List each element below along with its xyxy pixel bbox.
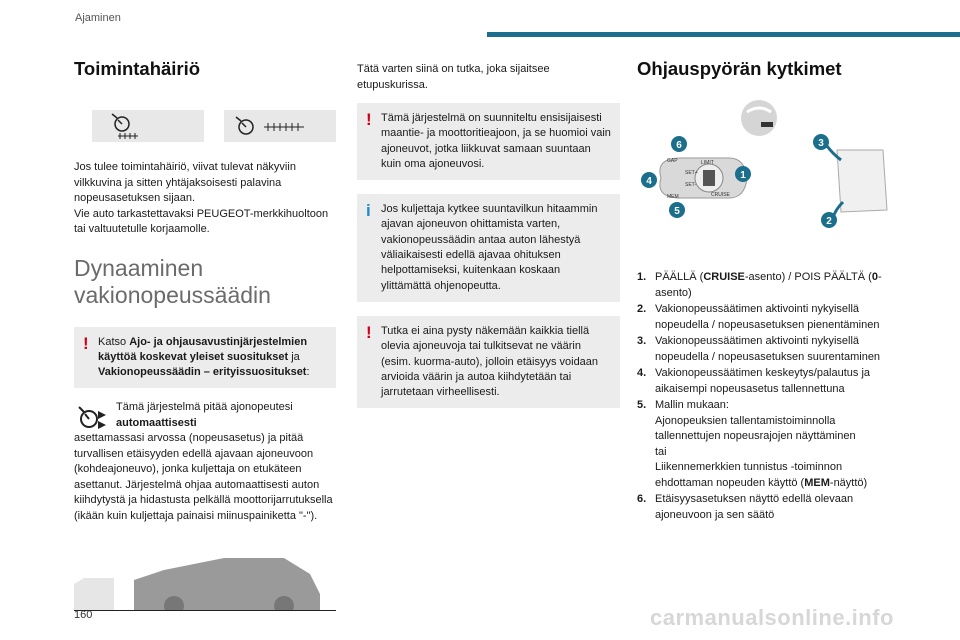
item-4-text: Vakionopeussäätimen keskeytys/palautus ja aikaisempi nopeusasetus tallennettuna bbox=[655, 367, 871, 395]
page-number: 160 bbox=[74, 609, 93, 621]
item-number: 6. bbox=[637, 493, 647, 505]
speedometer-dashes-icon bbox=[92, 110, 204, 142]
callout-2: 2 bbox=[826, 216, 832, 227]
list-item bbox=[637, 398, 899, 491]
section-title-line-2: vakionopeussäädin bbox=[74, 281, 271, 308]
info-icon: i bbox=[366, 201, 371, 221]
acc-description bbox=[74, 400, 336, 524]
acc-text-prefix: Tämä järjestelmä pitää ajonopeutesi bbox=[116, 401, 293, 414]
warn1-mid: ja bbox=[288, 350, 300, 363]
column-3 bbox=[637, 58, 899, 524]
column-1 bbox=[74, 58, 336, 611]
item-number: 2. bbox=[637, 303, 647, 315]
warning-icon: ! bbox=[83, 333, 89, 353]
item-2-text: Vakionopeussäätimen aktivointi nykyisellä nopeudella / nopeusasetuksen pienentäminen bbox=[655, 303, 880, 331]
info-note-1 bbox=[357, 194, 620, 302]
section-title bbox=[74, 255, 336, 309]
adaptive-cruise-icon bbox=[76, 401, 110, 435]
running-header: Ajaminen bbox=[75, 12, 121, 24]
list-item bbox=[637, 302, 899, 333]
malfunction-text-1: Jos tulee toimintahäiriö, viivat tulevat näkyviin vilkkuvina ja sitten yhtäjaksoisesti palavina nopeusasetuksen sijaan. bbox=[74, 161, 296, 204]
item-5-line-4-end: -näyttö) bbox=[829, 476, 868, 489]
warn1-prefix: Katso bbox=[98, 335, 130, 348]
item-5-line-4: Liikennemerkkien tunnistus -toiminnon ehdottaman nopeuden käyttö ( bbox=[655, 461, 843, 489]
warn2-text: Tämä järjestelmä on suunniteltu ensisijaisesti maantie- ja moottoritieajoon, ja se huomioi vain ajoneuvot, jotka liikkuvat samaan suuntaan kuin oma ajoneuvosi. bbox=[381, 112, 611, 170]
warn1-bold-2: Vakionopeussäädin – erityissuositukset bbox=[98, 366, 307, 379]
warning-icon: ! bbox=[366, 322, 372, 342]
header-accent-bar bbox=[487, 32, 960, 37]
list-item bbox=[637, 270, 899, 301]
acc-text-bold: automaattisesti bbox=[116, 416, 197, 429]
car-illustration bbox=[74, 544, 336, 611]
malfunction-text-2: Vie auto tarkastettavaksi PEUGEOT-merkkihuoltoon tai valtuutetulle korjaamolle. bbox=[74, 207, 329, 235]
cruise-icon-box-1 bbox=[92, 110, 204, 142]
column-2 bbox=[357, 62, 620, 408]
malfunction-title: Toimintahäiriö bbox=[74, 58, 201, 79]
malfunction-icons bbox=[92, 110, 336, 146]
radar-intro: Tätä varten siinä on tutka, joka sijaitsee etupuskurissa. bbox=[357, 63, 550, 91]
list-item bbox=[637, 492, 899, 523]
warning-note-3 bbox=[357, 316, 620, 408]
callout-3: 3 bbox=[818, 138, 824, 149]
item-1-bold-a: CRUISE bbox=[703, 271, 745, 283]
item-number: 4. bbox=[637, 367, 647, 379]
list-item bbox=[637, 366, 899, 397]
warn1-bold-1: Ajo- ja ohjausavustinjärjestelmien käyttöä koskevat yleiset suositukset bbox=[98, 335, 308, 363]
warning-note-1 bbox=[74, 327, 336, 389]
watermark: carmanualsonline.info bbox=[650, 605, 894, 630]
acc-text-rest: asettamassasi arvossa (nopeusasetus) ja pitää turvallisen etäisyyden edellä ajavaan ajoneuvoon (kohdeajoneuvo), jonka kuljettaja on etukäteen asettanut. Järjestelmä ohjaa automaattisesti auton kiihdytystä ja hidastusta pelkällä moottorijarrutuksella (ikään kuin kuljettaja painaisi miinuspainiketta "-"). bbox=[74, 432, 333, 522]
callout-5: 5 bbox=[674, 206, 680, 217]
item-1-text-a: PÄÄLLÄ ( bbox=[655, 271, 704, 283]
acc-text-head bbox=[74, 400, 336, 431]
callout-6: 6 bbox=[676, 140, 682, 151]
warning-note-2 bbox=[357, 103, 620, 180]
callout-4: 4 bbox=[646, 176, 652, 187]
switch-legend-list bbox=[637, 270, 899, 523]
warn1-suffix: : bbox=[306, 366, 310, 379]
stalk-label-mem: MEM bbox=[667, 194, 679, 200]
item-number: 3. bbox=[637, 335, 647, 347]
stalk-label-limit: LIMIT bbox=[701, 160, 714, 166]
item-1-text-b: -asento) / POIS PÄÄLTÄ ( bbox=[744, 271, 872, 283]
info1-text: Jos kuljettaja kytkee suuntavilkun hitaammin ajavan ajoneuvon ohittamista varten, vakionopeussäädin antaa auton lähestyä väliaikaisesti edellä ajavaa ohituksen helpottamiseksi, kuitenkaan koskaan ylittämättä ohjenopeutta. bbox=[381, 203, 598, 292]
stalk-label-set-plus: SET+ bbox=[685, 170, 698, 176]
item-number: 1. bbox=[637, 271, 647, 283]
stalk-label-gap: GAP bbox=[667, 158, 678, 164]
callout-1: 1 bbox=[740, 170, 746, 181]
item-5-bold: MEM bbox=[804, 476, 830, 489]
stalk-label-set-minus: SET- bbox=[685, 182, 697, 188]
item-3-text: Vakionopeussäätimen aktivointi nykyisellä nopeudella / nopeusasetuksen suurentaminen bbox=[655, 335, 881, 363]
item-number: 5. bbox=[637, 399, 647, 411]
item-1-bold-b: 0 bbox=[871, 271, 878, 283]
stalk-figure bbox=[637, 90, 899, 230]
steering-stalk-icon bbox=[637, 90, 899, 230]
item-5-line-3: tai bbox=[655, 445, 667, 458]
warn3-text: Tutka ei aina pysty näkemään kaikkia tiellä olevia ajoneuvoja tai tulkitsevat ne väärin (esim. kuorma-auto), jolloin etäisyys voidaan arvioida väärin ja autoa kiihdytetään tai jarrutetaan virheellisesti. bbox=[381, 324, 599, 399]
item-5-line-1: Mallin mukaan: bbox=[655, 399, 729, 411]
cruise-icon-box-2 bbox=[224, 110, 336, 142]
section-title-line-1: Dynaaminen bbox=[74, 254, 204, 281]
list-item bbox=[637, 334, 899, 365]
steering-switches-title: Ohjauspyörän kytkimet bbox=[637, 58, 842, 79]
item-5-line-2: Ajonopeuksien tallentamistoiminnolla tallennettujen nopeusrajojen näyttäminen bbox=[655, 414, 856, 442]
car-icon bbox=[74, 544, 336, 610]
item-6-text: Etäisyysasetuksen näyttö edellä olevaan ajoneuvoon ja sen säätö bbox=[655, 493, 854, 521]
speedometer-dashes-icon bbox=[224, 110, 336, 142]
stalk-label-cruise: CRUISE bbox=[711, 192, 730, 198]
warning-icon: ! bbox=[366, 110, 372, 129]
item-1-text-c: -asento) bbox=[655, 271, 882, 299]
